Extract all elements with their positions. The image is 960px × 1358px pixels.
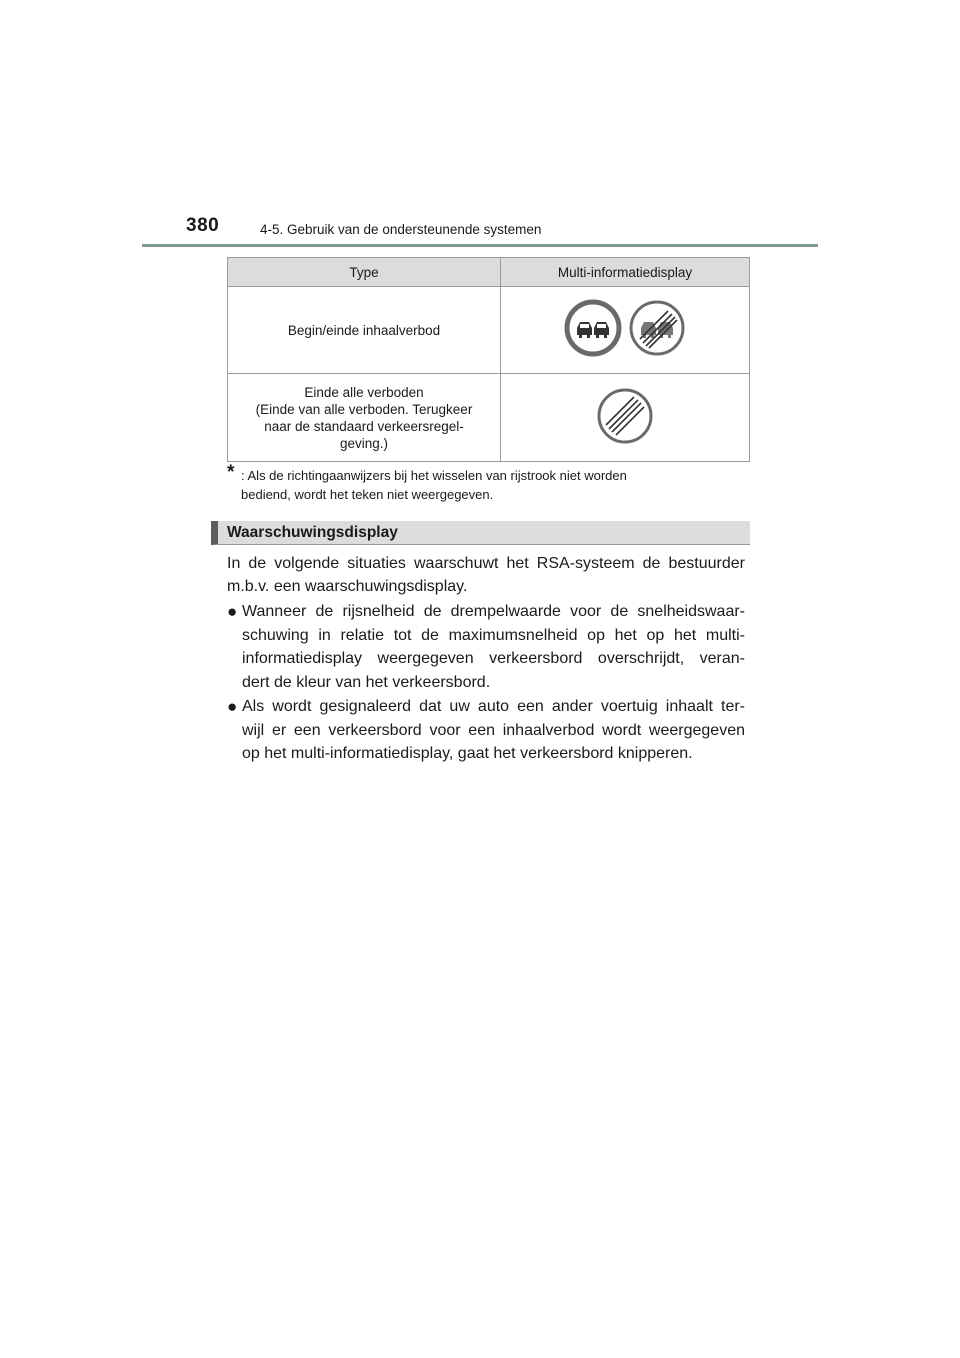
table-header-row xyxy=(228,258,750,287)
list-item xyxy=(227,600,745,694)
footnote-line: bediend, wordt het teken niet weergegeven. xyxy=(241,487,494,502)
column-header-display: Multi-informatiedisplay xyxy=(501,258,750,287)
section-title: 4-5. Gebruik van de ondersteunende systemen xyxy=(260,222,542,237)
bullet-line: dert de kleur van het verkeersbord. xyxy=(242,673,491,691)
table-row xyxy=(228,374,750,462)
footnote xyxy=(227,462,745,504)
sign-table xyxy=(227,257,750,462)
column-header-type: Type xyxy=(228,258,501,287)
page-number: 380 xyxy=(186,215,220,236)
display-cell xyxy=(501,374,750,462)
no-overtaking-sign-icon xyxy=(564,299,622,361)
intro-paragraph xyxy=(227,552,745,598)
section-heading-text: Waarschuwingsdisplay xyxy=(227,524,398,541)
bullet-line: schuwing in relatie tot de maximumsnelheid op het op het multi- xyxy=(242,626,745,644)
end-no-overtaking-sign-icon xyxy=(628,299,686,361)
section-heading xyxy=(211,521,750,545)
type-line: Einde alle verboden xyxy=(304,384,424,400)
bullet-line: Wanneer de rijsnelheid de drempelwaarde voor de snelheidswaar- xyxy=(242,603,745,620)
bullet-icon: ● xyxy=(227,697,238,716)
bullet-line: wijl er een verkeersbord voor een inhaalverbod wordt weergegeven xyxy=(242,721,745,739)
type-line: geving.) xyxy=(339,435,389,451)
footnote-line: : Als de richtingaanwijzers bij het wisselen van rijstrook niet worden xyxy=(241,468,627,483)
type-line: Begin/einde inhaalverbod xyxy=(287,322,441,338)
type-cell xyxy=(228,287,501,374)
bullet-line: op het multi-informatiedisplay, gaat het verkeersbord knipperen. xyxy=(242,745,693,762)
table-row xyxy=(228,287,750,374)
header-rule xyxy=(142,244,818,247)
bullet-line: informatiedisplay weergegeven verkeersbord overschrijdt, veran- xyxy=(242,650,745,667)
type-line: (Einde van alle verboden. Terugkeer xyxy=(255,401,473,417)
type-line: naar de standaard verkeersregel- xyxy=(264,418,464,434)
list-item xyxy=(227,695,745,766)
footnote-marker: * xyxy=(227,462,235,483)
intro-line: m.b.v. een waarschuwingsdisplay. xyxy=(227,578,468,595)
bullet-icon: ● xyxy=(227,602,238,621)
type-cell xyxy=(228,374,501,462)
display-cell xyxy=(501,287,750,374)
end-all-restrictions-sign-icon xyxy=(596,387,654,449)
intro-line: In de volgende situaties waarschuwt het RSA-systeem de bestuurder xyxy=(227,555,745,572)
bullet-line: Als wordt gesignaleerd dat uw auto een ander voertuig inhaalt ter- xyxy=(242,698,745,715)
